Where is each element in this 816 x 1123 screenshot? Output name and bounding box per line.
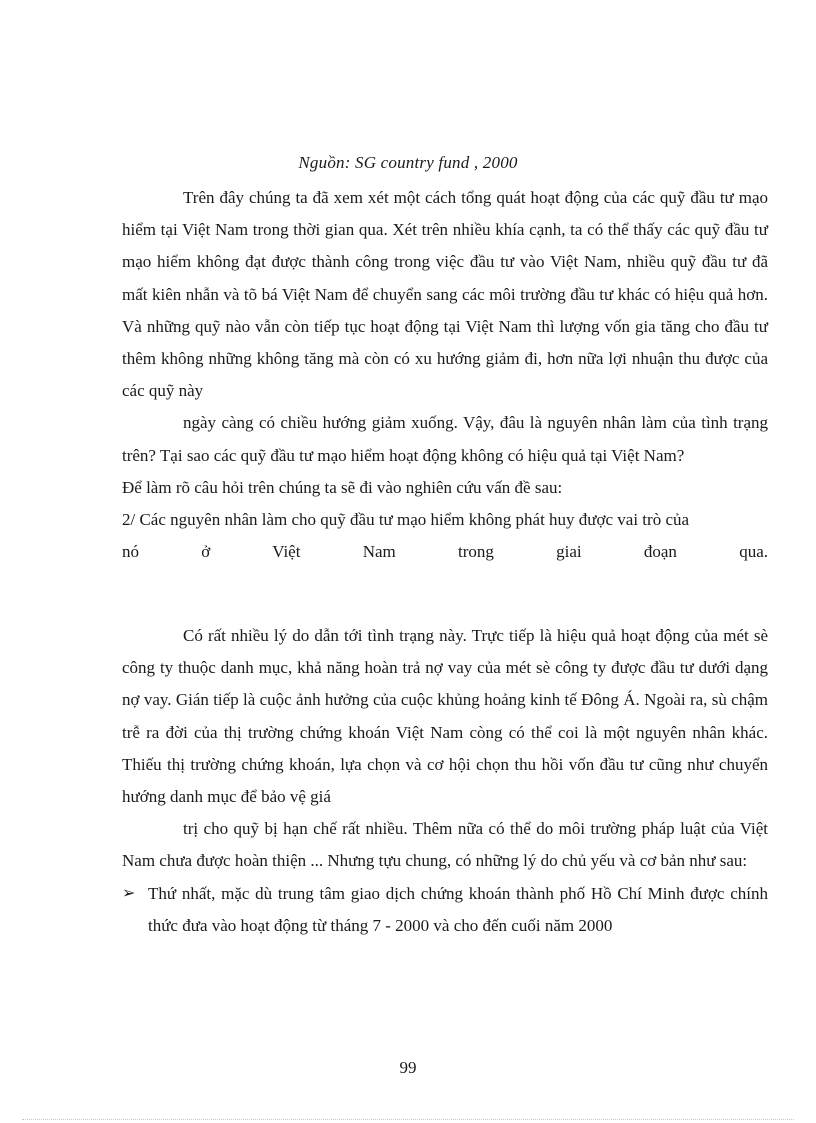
paragraph-intro: Để làm rõ câu hỏi trên chúng ta sẽ đi vào nghiên cứu vấn đề sau:: [122, 477, 563, 497]
paragraph-question: ngày càng có chiều hướng giảm xuống. Vậy, đâu là nguyên nhân làm của tình trạng trên? Tại sao các quỹ đầu tư mạo hiểm hoạt động không có hiệu quả tại Việt Nam?: [122, 413, 768, 465]
text-block-1: [122, 182, 768, 568]
paragraph-reasons: Có rất nhiều lý do dẫn tới tình trạng này. Trực tiếp là hiệu quả hoạt động của mét sè công ty thuộc danh mục, khả năng hoàn trả nợ vay của mét sè công ty được đầu tư dưới dạng nợ vay. Gián tiếp là cuộc ảnh hưởng của cuộc khủng hoảng kinh tế Đông Á. Ngoài ra, sù chậm trễ ra đời của thị trường chứng khoán Việt Nam còng có thể coi là một nguyên nhân khác. Thiếu thị trường chứng khoán, lựa chọn và cơ hội chọn thu hồi vốn đầu tư cũng như chuyển hướng danh mục để bảo vệ giá: [122, 626, 768, 807]
paragraph-overview: Trên đây chúng ta đã xem xét một cách tổng quát hoạt động của các quỹ đầu tư mạo hiểm tại Việt Nam trong thời gian qua. Xét trên nhiều khía cạnh, ta có thể thấy các quỹ đầu tư mạo hiểm không đạt được thành công trong việc đầu tư vào Việt Nam, nhiều quỹ đầu tư đã mất kiên nhẫn và tõ bá Việt Nam để chuyển sang các môi trường đầu tư khác có hiệu quả hơn. Và những quỹ nào vẫn còn tiếp tục hoạt động tại Việt Nam thì lượng vốn gia tăng cho đầu tư thêm không những không tăng mà còn có xu hướng giảm đi, hơn nữa lợi nhuận thu được của các quỹ này: [122, 188, 768, 401]
bullet-item-first: [122, 878, 768, 942]
page-bottom-divider: [22, 1119, 794, 1120]
section-heading-line-1: 2/ Các nguyên nhân làm cho quỹ đầu tư mạo hiểm không phát huy được vai trò của: [122, 510, 690, 530]
paragraph-summary: trị cho quỹ bị hạn chế rất nhiều. Thêm nữa có thể do môi trường pháp luật của Việt Nam chưa được hoàn thiện ... Nhưng tựu chung, có những lý do chủ yếu và cơ bản như sau:: [122, 819, 768, 871]
bullet-item-text: Thứ nhất, mặc dù trung tâm giao dịch chứng khoán thành phố Hồ Chí Minh được chính thức đưa vào hoạt động từ tháng 7 - 2000 và cho đến cuối năm 2000: [148, 883, 768, 935]
section-heading-line-2: nó ở Việt Nam trong giai đoạn qua.: [122, 542, 768, 562]
text-block-2: [122, 620, 768, 942]
source-citation: Nguồn: SG country fund , 2000: [298, 153, 518, 172]
arrow-bullet-icon: ➢: [122, 884, 136, 902]
page-number: 99: [399, 1058, 417, 1077]
